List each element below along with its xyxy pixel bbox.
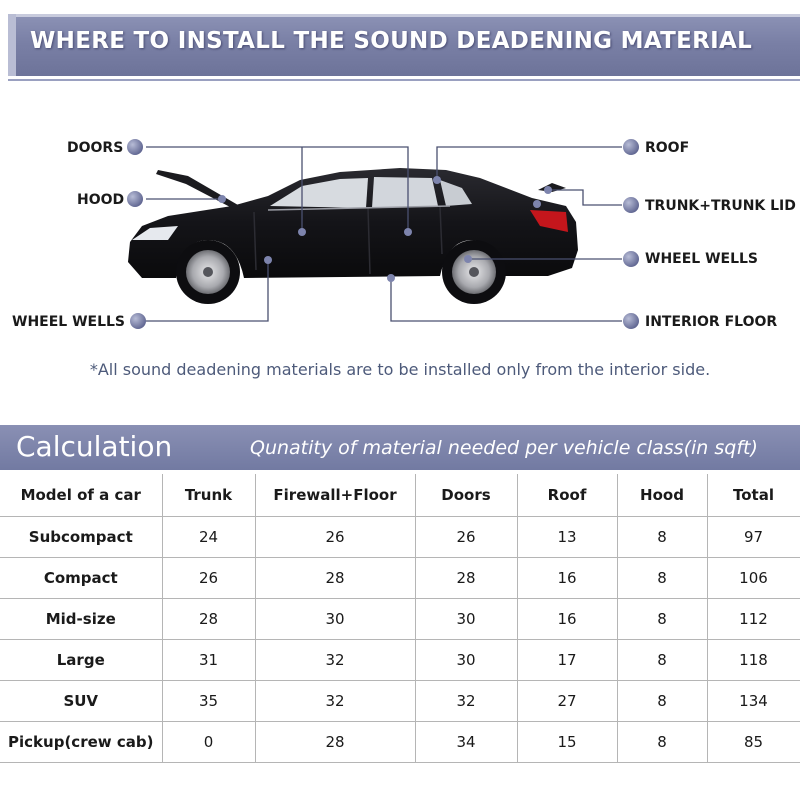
table-cell: 26	[162, 557, 255, 598]
table-cell: 30	[255, 598, 415, 639]
calculation-table	[0, 474, 800, 763]
table-cell: 31	[162, 639, 255, 680]
page-title: WHERE TO INSTALL THE SOUND DEADENING MATERIAL	[30, 28, 753, 54]
table-row	[0, 680, 800, 721]
table-cell: 34	[415, 721, 517, 762]
hood-panel	[156, 170, 238, 208]
header-underline	[8, 79, 800, 81]
table-cell-model: Pickup(crew cab)	[0, 721, 162, 762]
table-row	[0, 598, 800, 639]
table-cell: 97	[707, 516, 800, 557]
table-cell: 13	[517, 516, 617, 557]
car-diagram-svg	[0, 100, 800, 350]
table-cell: 27	[517, 680, 617, 721]
column-header: Hood	[617, 474, 707, 516]
table-cell: 26	[415, 516, 517, 557]
table-row	[0, 639, 800, 680]
label-doors: DOORS	[67, 140, 124, 156]
column-header: Trunk	[162, 474, 255, 516]
label-roof: ROOF	[645, 140, 690, 156]
table-row	[0, 721, 800, 762]
table-cell: 28	[162, 598, 255, 639]
callout-dot-hood	[127, 191, 143, 207]
table-cell: 8	[617, 516, 707, 557]
car-illustration	[128, 168, 578, 304]
table-cell: 28	[255, 721, 415, 762]
table-cell: 106	[707, 557, 800, 598]
table-cell: 30	[415, 598, 517, 639]
calculation-title: Calculation	[16, 430, 173, 463]
table-cell: 134	[707, 680, 800, 721]
table-cell: 8	[617, 680, 707, 721]
rear-window	[372, 177, 438, 208]
callout-dot-wheel-wells-right	[623, 251, 639, 267]
table-cell-model: Large	[0, 639, 162, 680]
column-header: Model of a car	[0, 474, 162, 516]
table-cell: 112	[707, 598, 800, 639]
table-row	[0, 557, 800, 598]
table-header-row	[0, 474, 800, 516]
label-hood: HOOD	[77, 192, 125, 208]
table-cell: 17	[517, 639, 617, 680]
table-cell: 24	[162, 516, 255, 557]
table-cell: 8	[617, 721, 707, 762]
table-cell: 0	[162, 721, 255, 762]
column-header: Roof	[517, 474, 617, 516]
table-row	[0, 516, 800, 557]
label-wheel-wells-right: WHEEL WELLS	[645, 251, 759, 267]
column-header: Total	[707, 474, 800, 516]
calculation-subtitle: Qunatity of material needed per vehicle class(in sqft)	[250, 437, 758, 459]
table-cell: 8	[617, 598, 707, 639]
callout-dot-doors	[127, 139, 143, 155]
table-cell: 16	[517, 598, 617, 639]
header-banner-accent	[8, 14, 16, 76]
callout-dot-wheel-wells-left	[130, 313, 146, 329]
callout-dot-trunk	[623, 197, 639, 213]
table-cell: 35	[162, 680, 255, 721]
table-cell: 26	[255, 516, 415, 557]
table-cell: 8	[617, 639, 707, 680]
table-cell: 8	[617, 557, 707, 598]
table-cell: 32	[415, 680, 517, 721]
table-cell: 15	[517, 721, 617, 762]
table-cell-model: SUV	[0, 680, 162, 721]
table-cell-model: Mid-size	[0, 598, 162, 639]
table-cell: 32	[255, 680, 415, 721]
table-cell: 118	[707, 639, 800, 680]
install-note: *All sound deadening materials are to be installed only from the interior side.	[89, 360, 711, 379]
table-cell: 28	[255, 557, 415, 598]
column-header: Doors	[415, 474, 517, 516]
table-cell-model: Compact	[0, 557, 162, 598]
label-wheel-wells-left: WHEEL WELLS	[12, 314, 126, 330]
table-cell: 30	[415, 639, 517, 680]
callout-dot-interior-floor	[623, 313, 639, 329]
table-cell: 85	[707, 721, 800, 762]
table-cell: 32	[255, 639, 415, 680]
table-cell: 16	[517, 557, 617, 598]
column-header: Firewall+Floor	[255, 474, 415, 516]
table-cell: 28	[415, 557, 517, 598]
header-banner-top-line	[8, 14, 800, 17]
callout-dot-roof	[623, 139, 639, 155]
label-trunk: TRUNK+TRUNK LID	[645, 198, 796, 214]
label-interior-floor: INTERIOR FLOOR	[645, 314, 778, 330]
table-cell-model: Subcompact	[0, 516, 162, 557]
install-diagram	[0, 100, 800, 350]
